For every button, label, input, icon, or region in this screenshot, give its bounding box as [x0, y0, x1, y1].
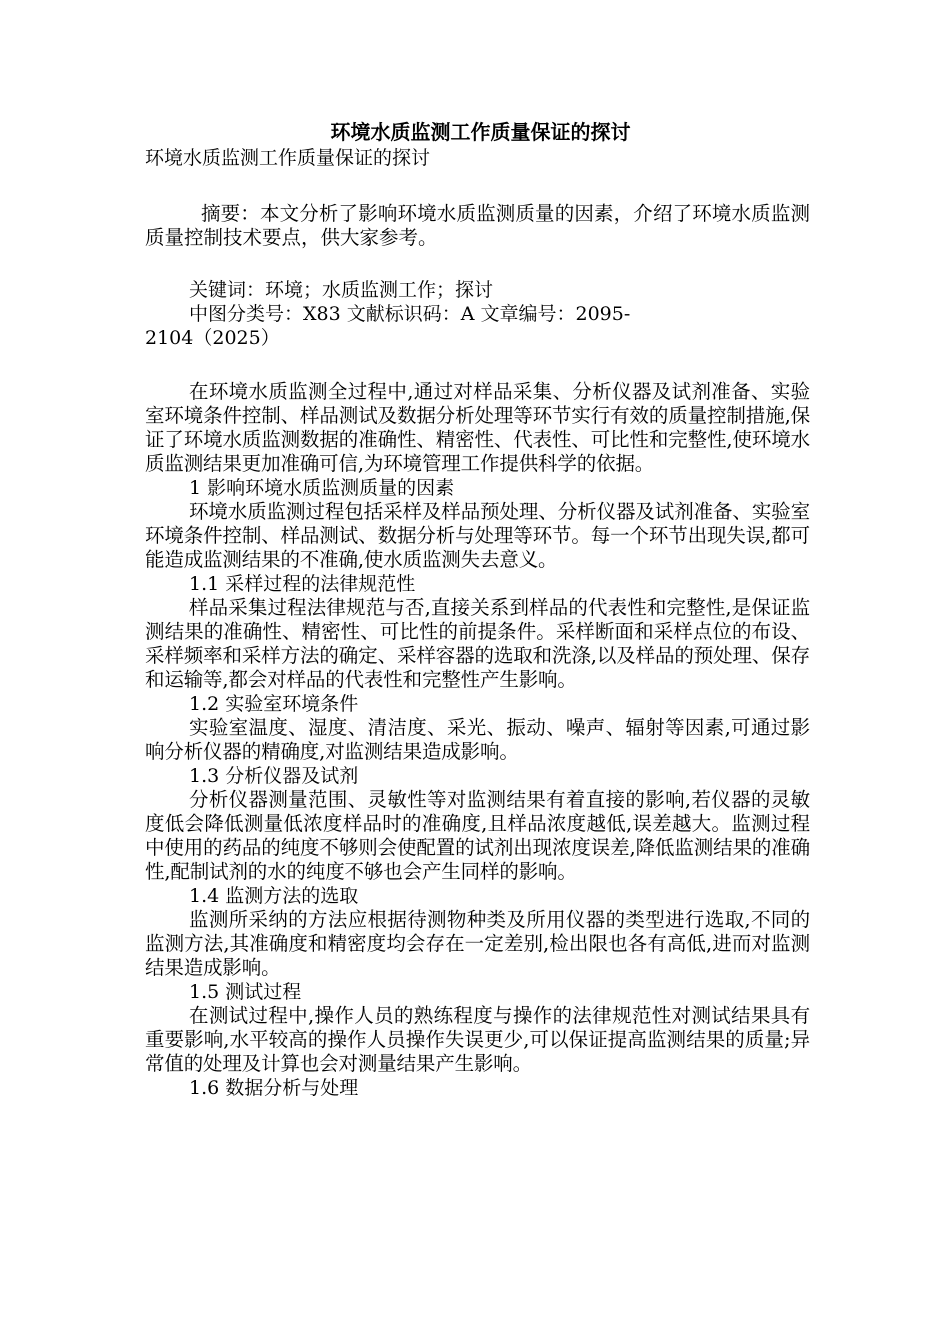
document-title: 环境水质监测工作质量保证的探讨	[330, 120, 631, 144]
section-1-paragraph: 环境水质监测过程包括采样及样品预处理、分析仪器及试剂准备、实验室环境条件控制、样品测试、数据分析与处理等环节。每一个环节出现失误,都可能造成监测结果的不准确,使水质监测失去意义。	[145, 500, 810, 571]
document-subtitle: 环境水质监测工作质量保证的探讨	[145, 147, 431, 169]
keywords-line: 关键词：环境；水质监测工作；探讨	[189, 279, 494, 301]
section-1-5-paragraph: 在测试过程中,操作人员的熟练程度与操作的法律规范性对测试结果具有重要影响,水平较高的操作人员操作失误更少,可以保证提高监测结果的质量;异常值的处理及计算也会对测量结果产生影响。	[145, 1004, 810, 1075]
spacer	[145, 250, 810, 278]
section-1-4-heading: 1.4 监测方法的选取	[189, 885, 359, 907]
abstract-paragraph: 摘要：本文分析了影响环境水质监测质量的因素，介绍了环境水质监测质量控制技术要点，供大家参考。	[145, 202, 810, 249]
intro-paragraph: 在环境水质监测全过程中,通过对样品采集、分析仪器及试剂准备、实验室环境条件控制、样品测试及数据分析处理等环节实行有效的质量控制措施,保证了环境水质监测数据的准确性、精密性、代表性、可比性和完整性,使环境水质监测结果更加准确可信,为环境管理工作提供科学的依据。	[145, 380, 810, 475]
section-1-1-paragraph: 样品采集过程法律规范与否,直接关系到样品的代表性和完整性,是保证监测结果的准确性、精密性、可比性的前提条件。采样断面和采样点位的布设、采样频率和采样方法的确定、采样容器的选取和洗涤,以及样品的预处理、保存和运输等,都会对样品的代表性和完整性产生影响。	[145, 596, 810, 691]
classification-line-continued: 2104（2025）	[145, 327, 280, 349]
section-1-5-heading: 1.5 测试过程	[189, 981, 302, 1003]
section-1-6-heading: 1.6 数据分析与处理	[189, 1077, 359, 1099]
section-1-4-paragraph: 监测所采纳的方法应根据待测物种类及所用仪器的类型进行选取,不同的监测方法,其准确度和精密度均会存在一定差别,检出限也各有高低,进而对监测结果造成影响。	[145, 908, 810, 979]
section-1-1-heading: 1.1 采样过程的法律规范性	[189, 573, 416, 595]
document-page	[145, 118, 810, 1100]
spacer	[145, 350, 810, 380]
section-1-3-heading: 1.3 分析仪器及试剂	[189, 765, 359, 787]
spacer	[145, 170, 810, 202]
classification-line: 中图分类号：X83 文献标识码：A 文章编号：2095-	[189, 303, 631, 325]
section-1-heading: 1 影响环境水质监测质量的因素	[189, 477, 455, 499]
section-1-2-paragraph: 实验室温度、湿度、清洁度、采光、振动、噪声、辐射等因素,可通过影响分析仪器的精确度,对监测结果造成影响。	[145, 716, 810, 763]
section-1-2-heading: 1.2 实验室环境条件	[189, 693, 359, 715]
section-1-3-paragraph: 分析仪器测量范围、灵敏性等对监测结果有着直接的影响,若仪器的灵敏度低会降低测量低浓度样品时的准确度,且样品浓度越低,误差越大。监测过程中使用的药品的纯度不够则会使配置的试剂出现浓度误差,降低监测结果的准确性,配制试剂的水的纯度不够也会产生同样的影响。	[145, 788, 810, 883]
